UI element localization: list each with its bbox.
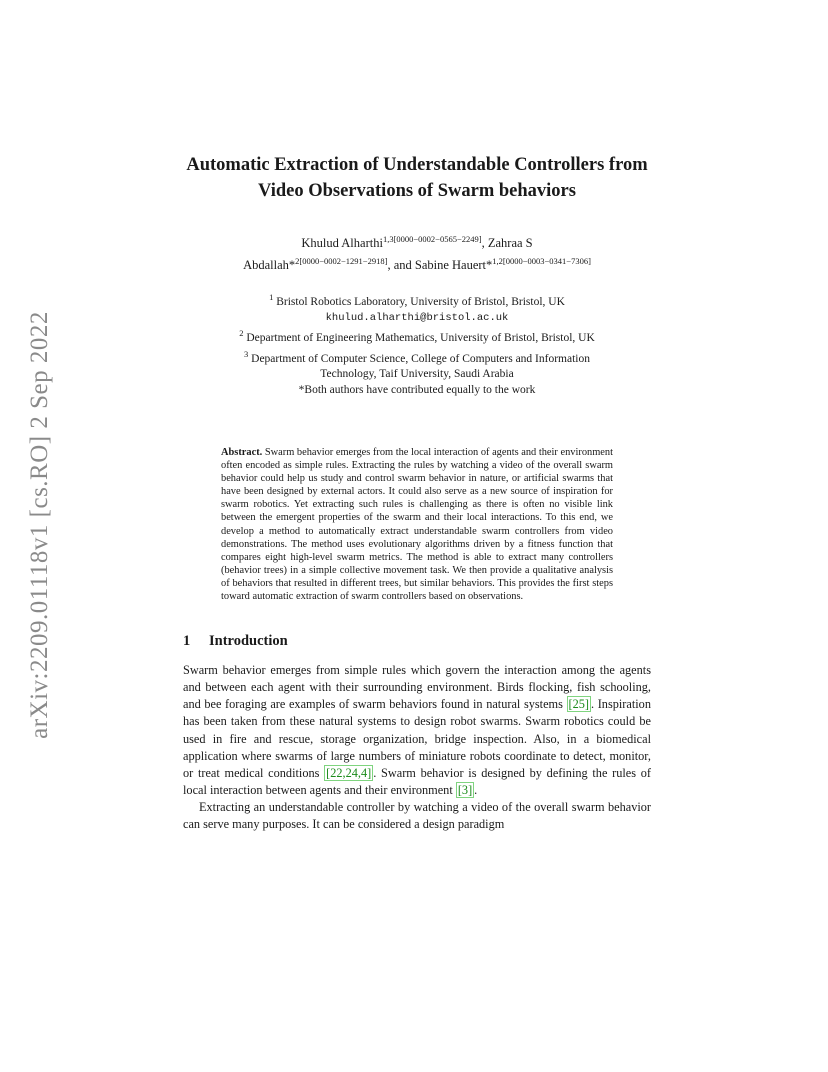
- author-orcid: 1,3[0000−0002−0565−2249]: [382, 234, 482, 244]
- affiliation-marker: 3: [244, 348, 249, 359]
- author-list: [183, 230, 651, 274]
- affiliations: [183, 290, 651, 398]
- author-line-1: [183, 230, 651, 252]
- section-title: Introduction: [209, 633, 288, 650]
- author-separator: , Zahraa S: [481, 236, 533, 250]
- paragraph: [183, 662, 651, 799]
- affiliation-3: [183, 347, 651, 368]
- affiliation-text: Department of Computer Science, College of Computers and Information: [251, 352, 590, 365]
- author-separator: , and Sabine Hauert*: [387, 258, 493, 272]
- contact-email[interactable]: khulud.alharthi@bristol.ac.uk: [325, 311, 509, 324]
- abstract-text: Swarm behavior emerges from the local interaction of agents and their environment often encoded as simple rules. Extracting the rules by watching a video of the overall swarm behavior could help us study and control swarm behavior in nature, or artificial swarms that have been designed by external actors. It could also serve as a new source of inspiration for swarm robotics. Yet extracting such rules is challenging as there is often no visible link between the emergent properties of the swarm and their local interactions. To this end, we develop a method to automatically extract understandable swarm controllers from video demonstrations. The method uses evolutionary algorithms driven by a fitness function that compares eight high-level swarm metrics. The method is able to extract many controllers (behavior trees) in a simple collective movement task. We then provide a qualitative analysis of behaviors that resulted in different trees, but similar behaviors. This provides the first steps toward automatic extraction of swarm controllers based on observations.: [221, 447, 613, 603]
- paragraph: Extracting an understandable controller by watching a video of the overall swarm behavior can serve many purposes. It can be considered a design paradigm: [183, 799, 651, 831]
- citation-link[interactable]: [22,24,4]: [326, 765, 372, 780]
- arxiv-identifier: arXiv:2209.01118v1 [cs.RO] 2 Sep 2022: [26, 311, 53, 739]
- body-text: [183, 662, 651, 833]
- citation-link[interactable]: [3]: [457, 782, 473, 797]
- paper-page: [183, 0, 651, 833]
- author-orcid: 1,2[0000−0003−0341−7306]: [492, 256, 591, 266]
- paragraph-text: .: [474, 782, 478, 797]
- affiliation-1: [183, 290, 651, 311]
- affiliation-3-cont: Technology, Taif University, Saudi Arabia: [320, 368, 514, 380]
- equal-contribution-note: *Both authors have contributed equally to the work: [298, 383, 536, 396]
- paragraph-text: . Swarm behavior is designed by defining the rules of local interaction between agents and their environment: [183, 765, 651, 797]
- affiliation-marker: 2: [239, 328, 244, 338]
- author-line-2: [183, 252, 651, 274]
- affiliation-text: Bristol Robotics Laboratory, University of Bristol, Bristol, UK: [276, 296, 565, 308]
- affiliation-marker: 1: [269, 292, 274, 302]
- affiliation-text: Department of Engineering Mathematics, University of Bristol, Bristol, UK: [246, 332, 595, 344]
- author-name: Khulud Alharthi: [301, 236, 383, 250]
- affiliation-2: [183, 326, 651, 347]
- paragraph-text: . Inspiration has been taken from these natural systems to design robot swarms. Swarm robotics could be used in fire and rescue, storage organization, bridge inspection. Also, in a biomedical application where swarms of large numbers of miniature robots coordinate to detect, monitor, or treat medical conditions: [183, 697, 651, 780]
- citation-link[interactable]: [25]: [568, 697, 590, 712]
- paragraph-text: Swarm behavior emerges from simple rules which govern the interaction among the agents and between each agent with their surrounding environment. Birds flocking, fish schooling, and bee foraging are examples of swarm behaviors found in natural systems: [183, 663, 651, 712]
- paper-title: Automatic Extraction of Understandable Controllers from Video Observations of Swarm behaviors: [186, 155, 648, 201]
- author-orcid: 2[0000−0002−1291−2918]: [295, 256, 388, 266]
- arxiv-sidebar-stamp: [20, 290, 60, 760]
- section-heading: [183, 633, 651, 650]
- abstract: [221, 446, 613, 603]
- section-number: 1: [183, 633, 191, 650]
- abstract-label: Abstract.: [221, 447, 263, 458]
- author-name: Abdallah*: [243, 258, 296, 272]
